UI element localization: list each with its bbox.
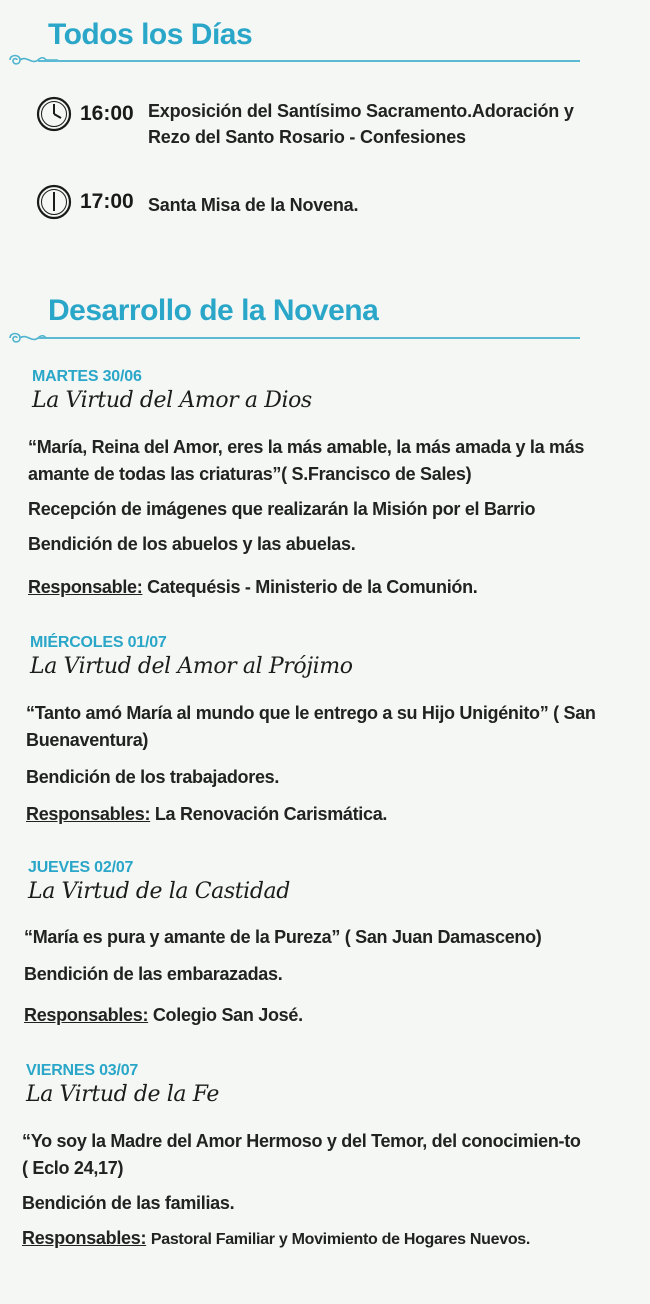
day-block (30, 634, 630, 679)
day-date: JUEVES 02/07 (28, 859, 134, 876)
responsable-label: Responsables: (24, 1005, 149, 1025)
day-date: MARTES 30/06 (32, 368, 142, 385)
section-title: Todos los Días (48, 18, 253, 51)
day-virtue: La Virtud de la Castidad (28, 879, 290, 904)
day-responsable (22, 1225, 590, 1253)
clock-icon (36, 184, 72, 220)
day-quote: “Tanto amó María al mundo que le entrego a su Hijo Unigénito” ( San Buenaventura) (26, 703, 596, 750)
day-block (28, 859, 628, 904)
responsable-text: Catequésis - Ministerio de la Comunión. (147, 577, 478, 597)
responsable-text: La Renovación Carismática. (154, 804, 388, 824)
section-rule (38, 60, 580, 62)
day-virtue: La Virtud del Amor a Dios (32, 388, 312, 413)
day-content (28, 434, 608, 601)
day-virtue: La Virtud del Amor al Prójimo (30, 654, 353, 679)
day-content (26, 700, 606, 828)
clock-icon (36, 96, 72, 132)
day-quote: “Yo soy la Madre del Amor Hermoso y del Temor, del conocimien-to ( Eclo 24,17) (22, 1131, 581, 1178)
day-line: Recepción de imágenes que realizarán la Misión por el Barrio (28, 499, 536, 519)
section-rule (38, 337, 580, 339)
responsable-label: Responsables: (26, 804, 151, 824)
responsable-label: Responsables: (22, 1228, 147, 1248)
day-line: Bendición de los abuelos y las abuelas. (28, 534, 356, 554)
schedule-row (36, 96, 616, 156)
day-responsable (24, 1002, 604, 1029)
day-responsable (26, 801, 606, 828)
schedule-time: 17:00 (80, 190, 134, 213)
schedule-text: Santa Misa de la Novena. (148, 195, 359, 215)
day-content (24, 924, 604, 1029)
day-virtue: La Virtud de la Fe (26, 1082, 219, 1107)
day-block (26, 1062, 626, 1107)
schedule-time: 16:00 (80, 102, 134, 125)
day-content (22, 1128, 590, 1253)
day-date: MIÉRCOLES 01/07 (30, 634, 167, 651)
responsable-label: Responsable: (28, 577, 143, 597)
schedule-text: Exposición del Santísimo Sacramento.Adoración y Rezo del Santo Rosario - Confesiones (148, 101, 574, 147)
day-responsable (28, 574, 608, 601)
schedule-row (36, 184, 616, 224)
day-quote: “María, Reina del Amor, eres la más amable, la más amada y la más amante de todas las criaturas”( S.Francisco de Sales) (28, 437, 585, 484)
day-date: VIERNES 03/07 (26, 1062, 139, 1079)
section-title: Desarrollo de la Novena (48, 294, 379, 327)
day-quote: “María es pura y amante de la Pureza” ( San Juan Damasceno) (24, 927, 542, 947)
day-line: Bendición de los trabajadores. (26, 767, 280, 787)
responsable-text: Pastoral Familiar y Movimiento de Hogares Nuevos. (150, 1231, 531, 1248)
day-line: Bendición de las embarazadas. (24, 964, 283, 984)
day-block (32, 368, 632, 413)
day-line: Bendición de las familias. (22, 1193, 235, 1213)
responsable-text: Colegio San José. (152, 1005, 303, 1025)
